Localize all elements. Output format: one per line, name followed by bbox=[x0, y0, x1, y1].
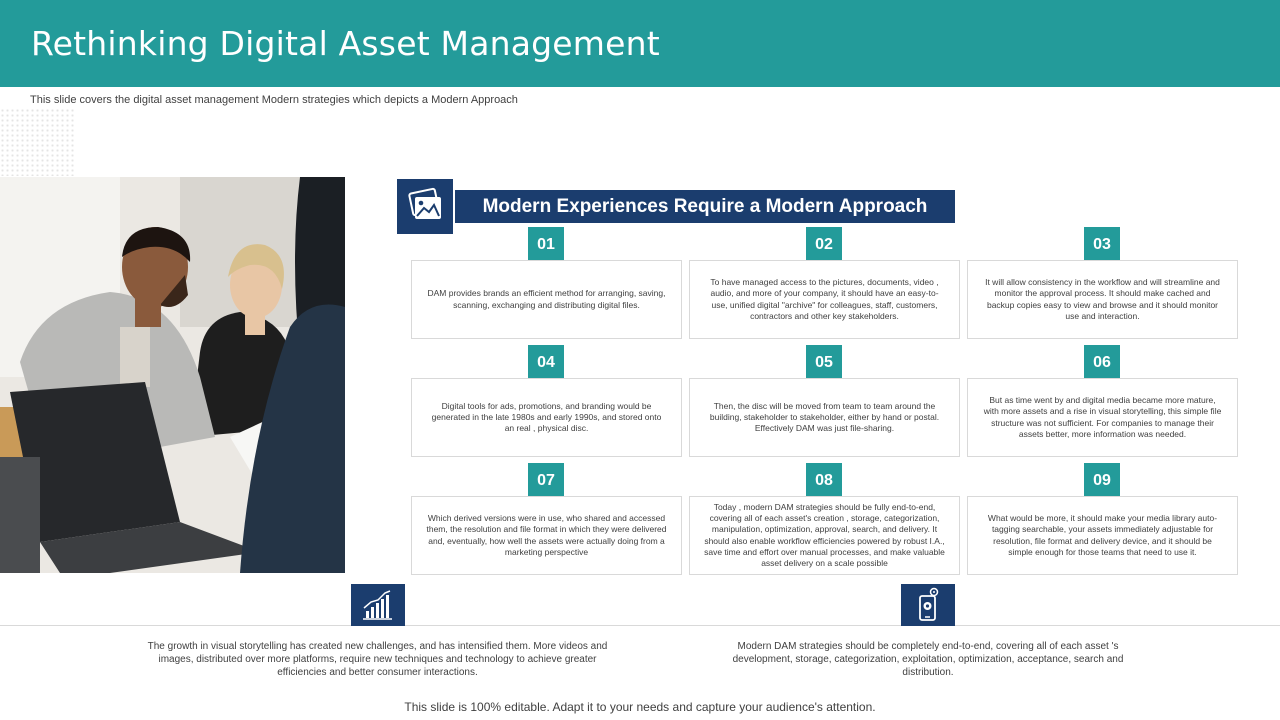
bottom-left-text: The growth in visual storytelling has created new challenges, and has intensified them. More videos and images, distributed over more platforms, require new techniques and technology to achieve greater efficiencies and better consumer interactions. bbox=[147, 641, 608, 678]
item-number-03: 03 bbox=[1084, 227, 1120, 263]
item-text-01: DAM provides brands an efficient method for arranging, saving, scanning, exchanging and distributing digital files. bbox=[427, 288, 666, 310]
bottom-right-text: Modern DAM strategies should be completely end-to-end, covering all of each asset 's development, storage, categorization, exploitation, optimization, acceptance, search and distribution. bbox=[732, 641, 1124, 678]
page-title: Rethinking Digital Asset Management bbox=[31, 24, 660, 63]
item-card-09 bbox=[967, 496, 1238, 575]
item-card-08 bbox=[689, 496, 960, 575]
divider-line bbox=[0, 625, 1280, 626]
item-card-04 bbox=[411, 378, 682, 457]
item-text-09: What would be more, it should make your media library auto-tagging searchable, your assets immediately adjustable for resolution, file format and delivery device, and it should be simple enough for those teams that need to use it. bbox=[987, 512, 1218, 557]
growth-chart-icon bbox=[351, 584, 405, 626]
item-card-07 bbox=[411, 496, 682, 575]
header-bar bbox=[0, 0, 1280, 87]
item-number-02: 02 bbox=[806, 227, 842, 263]
page-subtitle: This slide covers the digital asset management Modern strategies which depicts a Modern Approach bbox=[30, 94, 518, 106]
item-number-08: 08 bbox=[806, 463, 842, 499]
item-number-07: 07 bbox=[528, 463, 564, 499]
item-text-07: Which derived versions were in use, who shared and accessed them, the resolution and file format in which they were delivered and, eventually, how well the assets were actually doing from a marketing perspective bbox=[426, 512, 667, 557]
section-heading: Modern Experiences Require a Modern Approach bbox=[455, 190, 955, 223]
item-number-09: 09 bbox=[1084, 463, 1120, 499]
item-card-06 bbox=[967, 378, 1238, 457]
item-text-02: To have managed access to the pictures, documents, video , audio, and more of your company, it should have an easy-to-use, unified digital "archive" for colleagues, staff, customers, contractors and other key stakeholders. bbox=[710, 276, 939, 321]
item-number-06: 06 bbox=[1084, 345, 1120, 381]
item-card-03 bbox=[967, 260, 1238, 339]
item-card-02 bbox=[689, 260, 960, 339]
item-number-01: 01 bbox=[528, 227, 564, 263]
footer-note: This slide is 100% editable. Adapt it to your needs and capture your audience's attention. bbox=[404, 700, 876, 714]
item-number-04: 04 bbox=[528, 345, 564, 381]
team-meeting-photo bbox=[0, 177, 345, 573]
item-text-04: Digital tools for ads, promotions, and branding would be generated in the late 1980s and early 1990s, and stored onto an real , physical disc. bbox=[431, 400, 662, 434]
item-card-05 bbox=[689, 378, 960, 457]
decorative-dot-pattern bbox=[0, 108, 75, 176]
item-text-05: Then, the disc will be moved from team to team around the building, stakeholder to stakeholder, either by hand or postal. Effectively DAM was just file-sharing. bbox=[709, 400, 940, 434]
image-gallery-icon bbox=[397, 179, 453, 234]
mobile-settings-icon bbox=[901, 584, 955, 626]
item-text-08: Today , modern DAM strategies should be fully end-to-end, covering all of each asset's creation , storage, categorization, manipulation, optimization, approval, search, and delivery. It should also enable workflow efficiencies powered by robust I.A., save time and effort over manual processes, and make valuable asset delivery on a scale possible bbox=[704, 501, 945, 569]
item-number-05: 05 bbox=[806, 345, 842, 381]
item-text-03: It will allow consistency in the workflow and will streamline and monitor the approval process. It should make cached and backup copies easy to view and browse and it should monitor use and interaction. bbox=[985, 276, 1220, 321]
item-card-01 bbox=[411, 260, 682, 339]
item-text-06: But as time went by and digital media became more mature, with more assets and a rise in visual storytelling, this simple file structure was not sufficient. For companies to manage their assets better, more information was needed. bbox=[983, 394, 1222, 439]
